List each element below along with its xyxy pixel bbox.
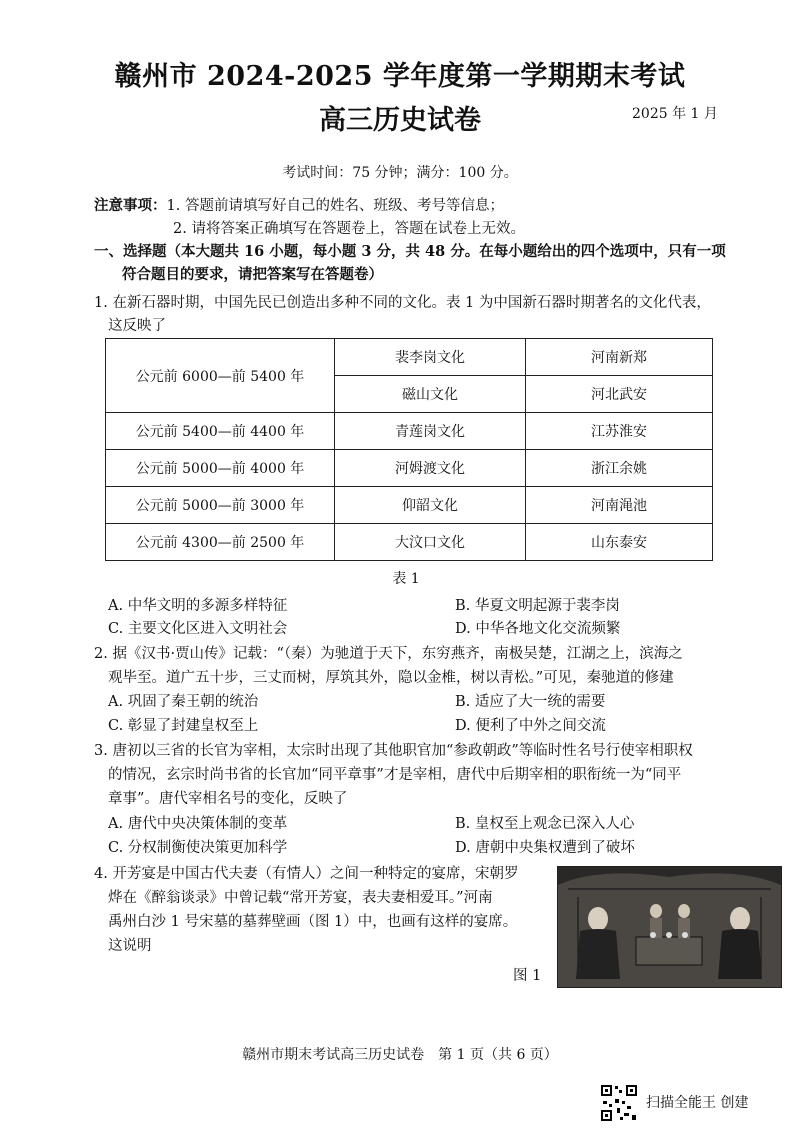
q1-option-a: A. 中华文明的多源多样特征 bbox=[108, 598, 288, 614]
note-item-1: 1. 答题前请填写好自己的姓名、班级、考号等信息； bbox=[166, 198, 504, 214]
table-row bbox=[106, 339, 713, 376]
table-cell-period: 公元前 6000—前 5400 年 bbox=[106, 339, 335, 413]
exam-date: 2025 年 1 月 bbox=[632, 106, 718, 122]
q4-stem-line4: 这说明 bbox=[108, 938, 152, 954]
table-row bbox=[106, 450, 713, 487]
table-row bbox=[106, 413, 713, 450]
mural-image bbox=[558, 867, 781, 987]
page-footer: 赣州市期末考试高三历史试卷 第 1 页（共 6 页） bbox=[242, 1047, 558, 1063]
q3-option-c: C. 分权制衡使决策更加科学 bbox=[108, 840, 288, 856]
q3-option-d: D. 唐朝中央集权遭到了破坏 bbox=[455, 840, 635, 856]
q2-stem-line1: 2. 据《汉书·贾山传》记载：“（秦）为驰道于天下，东穷燕齐，南极吴楚，江湖之上，滨海之 bbox=[94, 646, 683, 662]
table-row bbox=[106, 487, 713, 524]
table-cell-culture: 青莲岗文化 bbox=[335, 413, 526, 450]
note-item-2: 2. 请将答案正确填写在答题卷上，答题在试卷上无效。 bbox=[173, 221, 525, 237]
q1-stem-line2: 这反映了 bbox=[108, 318, 166, 334]
scanner-watermark: 扫描全能王 创建 bbox=[646, 1095, 749, 1111]
exam-subtitle: 高三历史试卷 bbox=[319, 105, 481, 136]
table-cell-period: 公元前 5400—前 4400 年 bbox=[106, 413, 335, 450]
exam-info: 考试时间：75 分钟；满分：100 分。 bbox=[282, 165, 518, 181]
table-cell-culture: 大汶口文化 bbox=[335, 524, 526, 561]
section1-line2: 符合题目的要求，请把答案写在答题卷） bbox=[122, 266, 383, 283]
q4-stem-line2: 烨在《醉翁谈录》中曾记载“常开芳宴，表夫妻相爱耳。”河南 bbox=[108, 890, 493, 906]
q3-option-a: A. 唐代中央决策体制的变革 bbox=[108, 816, 288, 832]
exam-title: 赣州市 2024-2025 学年度第一学期期末考试 bbox=[114, 61, 686, 92]
table-cell-period: 公元前 5000—前 3000 年 bbox=[106, 487, 335, 524]
table-caption: 表 1 bbox=[392, 571, 420, 587]
q4-stem-line1: 4. 开芳宴是中国古代夫妻（有情人）之间一种特定的宴席，宋朝罗 bbox=[94, 866, 519, 882]
q1-option-c: C. 主要文化区进入文明社会 bbox=[108, 621, 288, 637]
table-cell-culture: 仰韶文化 bbox=[335, 487, 526, 524]
q2-option-d: D. 便利了中外之间交流 bbox=[455, 718, 606, 734]
table-cell-culture: 磁山文化 bbox=[335, 376, 526, 413]
section1-line1: 一、选择题（本大题共 16 小题，每小题 3 分，共 48 分。在每小题给出的四个选项中，只有一项 bbox=[94, 243, 726, 260]
table-row bbox=[106, 524, 713, 561]
table-cell-culture: 裴李岗文化 bbox=[335, 339, 526, 376]
table-cell-place: 江苏淮安 bbox=[526, 413, 713, 450]
table-cell-place: 河南渑池 bbox=[526, 487, 713, 524]
q2-stem-line2: 观毕至。道广五十步，三丈而树，厚筑其外，隐以金椎，树以青松。”可见，秦驰道的修建 bbox=[108, 670, 674, 686]
qr-code-icon bbox=[600, 1084, 638, 1122]
culture-table bbox=[105, 338, 713, 561]
table-cell-period: 公元前 5000—前 4000 年 bbox=[106, 450, 335, 487]
mural-figure bbox=[557, 866, 782, 988]
q2-option-c: C. 彰显了封建皇权至上 bbox=[108, 718, 259, 734]
table-cell-place: 山东泰安 bbox=[526, 524, 713, 561]
q1-option-b: B. 华夏文明起源于裴李岗 bbox=[455, 598, 620, 614]
table-cell-culture: 河姆渡文化 bbox=[335, 450, 526, 487]
table-cell-period: 公元前 4300—前 2500 年 bbox=[106, 524, 335, 561]
q2-option-a: A. 巩固了秦王朝的统治 bbox=[108, 694, 259, 710]
q3-option-b: B. 皇权至上观念已深入人心 bbox=[455, 816, 635, 832]
q4-stem-line3: 禹州白沙 1 号宋墓的墓葬壁画（图 1）中，也画有这样的宴席。 bbox=[108, 914, 518, 930]
q1-stem-line1: 1. 在新石器时期，中国先民已创造出多种不同的文化。表 1 为中国新石器时期著名的文化代表， bbox=[94, 295, 711, 311]
notes-label: 注意事项： bbox=[94, 197, 167, 214]
notes-block bbox=[94, 194, 504, 215]
q1-option-d: D. 中华各地文化交流频繁 bbox=[455, 621, 621, 637]
figure-caption: 图 1 bbox=[513, 968, 542, 984]
q3-stem-line1: 3. 唐初以三省的长官为宰相，太宗时出现了其他职官加“参政朝政”等临时性名号行使宰相职权 bbox=[94, 743, 693, 759]
q3-stem-line2: 的情况，玄宗时尚书省的长官加“同平章事”才是宰相，唐代中后期宰相的职衔统一为“同平 bbox=[108, 767, 682, 783]
table-cell-place: 河北武安 bbox=[526, 376, 713, 413]
q3-stem-line3: 章事”。唐代宰相名号的变化，反映了 bbox=[108, 791, 348, 807]
table-cell-place: 河南新郑 bbox=[526, 339, 713, 376]
q2-option-b: B. 适应了大一统的需要 bbox=[455, 694, 606, 710]
table-cell-place: 浙江余姚 bbox=[526, 450, 713, 487]
